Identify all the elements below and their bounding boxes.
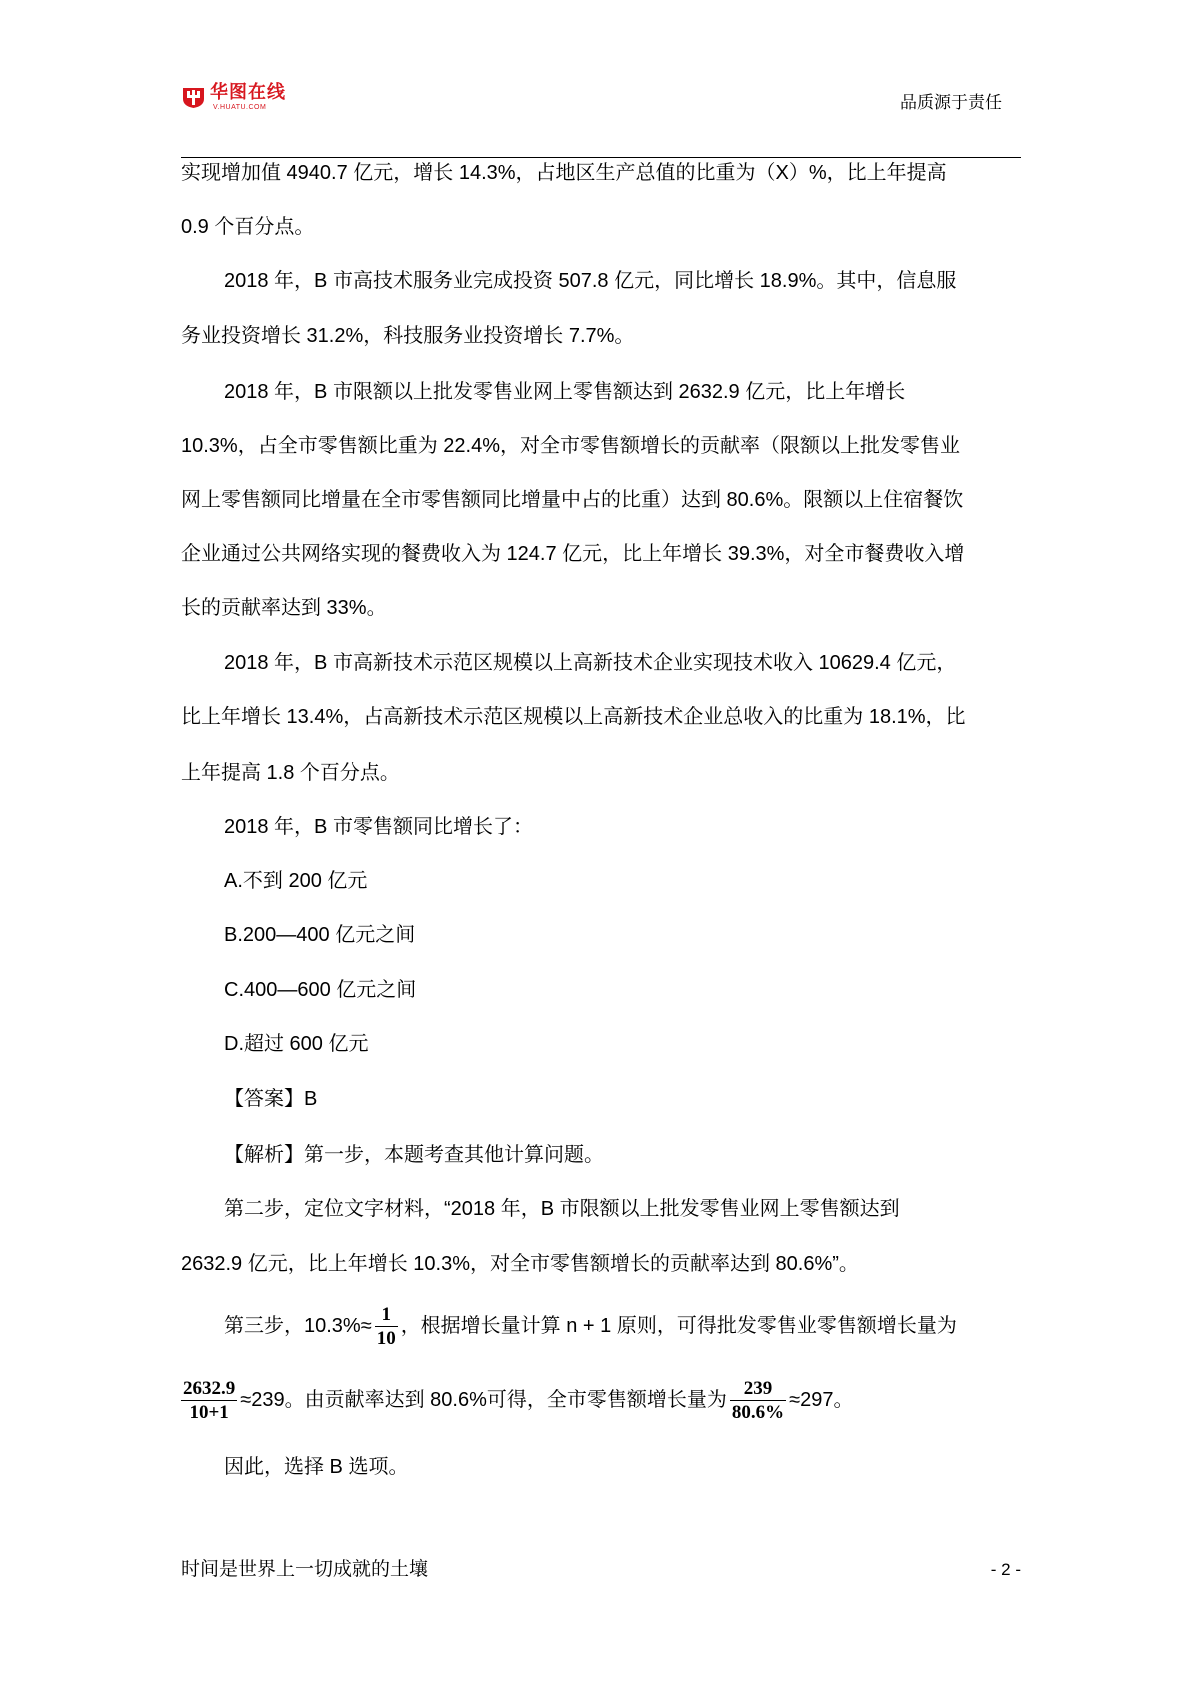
- passage-line: 10.3%，占全市零售额比重为 22.4%，对全市零售额增长的贡献率（限额以上批发零售业: [181, 435, 960, 457]
- option-c: C.400—600 亿元之间: [224, 979, 417, 1001]
- footer-motto: 时间是世界上一切成就的土壤: [181, 1559, 429, 1580]
- analysis-calculation: [181, 1378, 854, 1424]
- passage-line: 长的贡献率达到 33%。: [181, 597, 387, 619]
- fraction-total-growth: [730, 1377, 786, 1424]
- passage-line: 2018 年，B 市高技术服务业完成投资 507.8 亿元，同比增长 18.9%。其中，信息服: [224, 270, 957, 292]
- fraction-denominator: 10+1: [189, 1402, 229, 1424]
- option-b: B.200—400 亿元之间: [224, 924, 416, 946]
- passage-line: 务业投资增长 31.2%，科技服务业投资增长 7.7%。: [181, 325, 635, 347]
- calc-middle-text: ≈239。由贡献率达到 80.6%可得，全市零售额增长量为: [240, 1389, 727, 1411]
- question-prompt: 2018 年，B 市零售额同比增长了：: [224, 816, 533, 838]
- fraction-numerator: 239: [730, 1377, 786, 1401]
- option-d: D.超过 600 亿元: [224, 1033, 369, 1055]
- header-slogan: 品质源于责任: [900, 93, 1002, 112]
- analysis-step3: [224, 1304, 957, 1350]
- step3-prefix: 第三步，10.3%≈: [224, 1315, 372, 1337]
- fraction-denominator: 80.6%: [731, 1402, 785, 1424]
- logo-domain: V.HUATU.COM: [213, 104, 267, 111]
- passage-line: 2018 年，B 市限额以上批发零售业网上零售额达到 2632.9 亿元，比上年增长: [224, 381, 906, 403]
- fraction-denominator: 10: [376, 1328, 396, 1350]
- analysis-conclusion: 因此，选择 B 选项。: [224, 1456, 409, 1478]
- analysis-step2-line: 第二步，定位文字材料，“2018 年，B 市限额以上批发零售业网上零售额达到: [224, 1198, 900, 1220]
- passage-line: 实现增加值 4940.7 亿元，增长 14.3%，占地区生产总值的比重为（X）%，比上年提高: [181, 162, 947, 184]
- page-number: - 2 -: [990, 1560, 1021, 1579]
- passage-line: 网上零售额同比增量在全市零售额同比增量中占的比重）达到 80.6%。限额以上住宿餐饮: [181, 489, 964, 511]
- analysis-step1: 【解析】第一步，本题考查其他计算问题。: [224, 1144, 604, 1166]
- passage-line: 企业通过公共网络实现的餐费收入为 124.7 亿元，比上年增长 39.3%，对全市餐费收入增: [181, 543, 965, 565]
- fraction-numerator: 1: [375, 1303, 398, 1327]
- analysis-step2-line: 2632.9 亿元，比上年增长 10.3%，对全市零售额增长的贡献率达到 80.6%”。: [181, 1253, 859, 1275]
- passage-line: 上年提高 1.8 个百分点。: [181, 762, 400, 784]
- calc-end-text: ≈297。: [789, 1389, 854, 1411]
- fraction-numerator: 2632.9: [183, 1378, 236, 1400]
- option-a: A.不到 200 亿元: [224, 870, 368, 892]
- passage-line: 0.9 个百分点。: [181, 216, 315, 238]
- fraction-one-tenth: [375, 1303, 398, 1350]
- answer-line: 【答案】B: [224, 1088, 318, 1110]
- passage-line: 比上年增长 13.4%，占高新技术示范区规模以上高新技术企业总收入的比重为 18.1%，比: [181, 706, 966, 728]
- logo-wordmark: 华图在线: [210, 82, 286, 103]
- huatu-logo-icon: [181, 85, 206, 109]
- passage-line: 2018 年，B 市高新技术示范区规模以上高新技术企业实现技术收入 10629.4 亿元，: [224, 652, 957, 674]
- step3-suffix: ，根据增长量计算 n + 1 原则，可得批发零售业零售额增长量为: [400, 1315, 957, 1337]
- fraction-growth-amount: [181, 1377, 237, 1424]
